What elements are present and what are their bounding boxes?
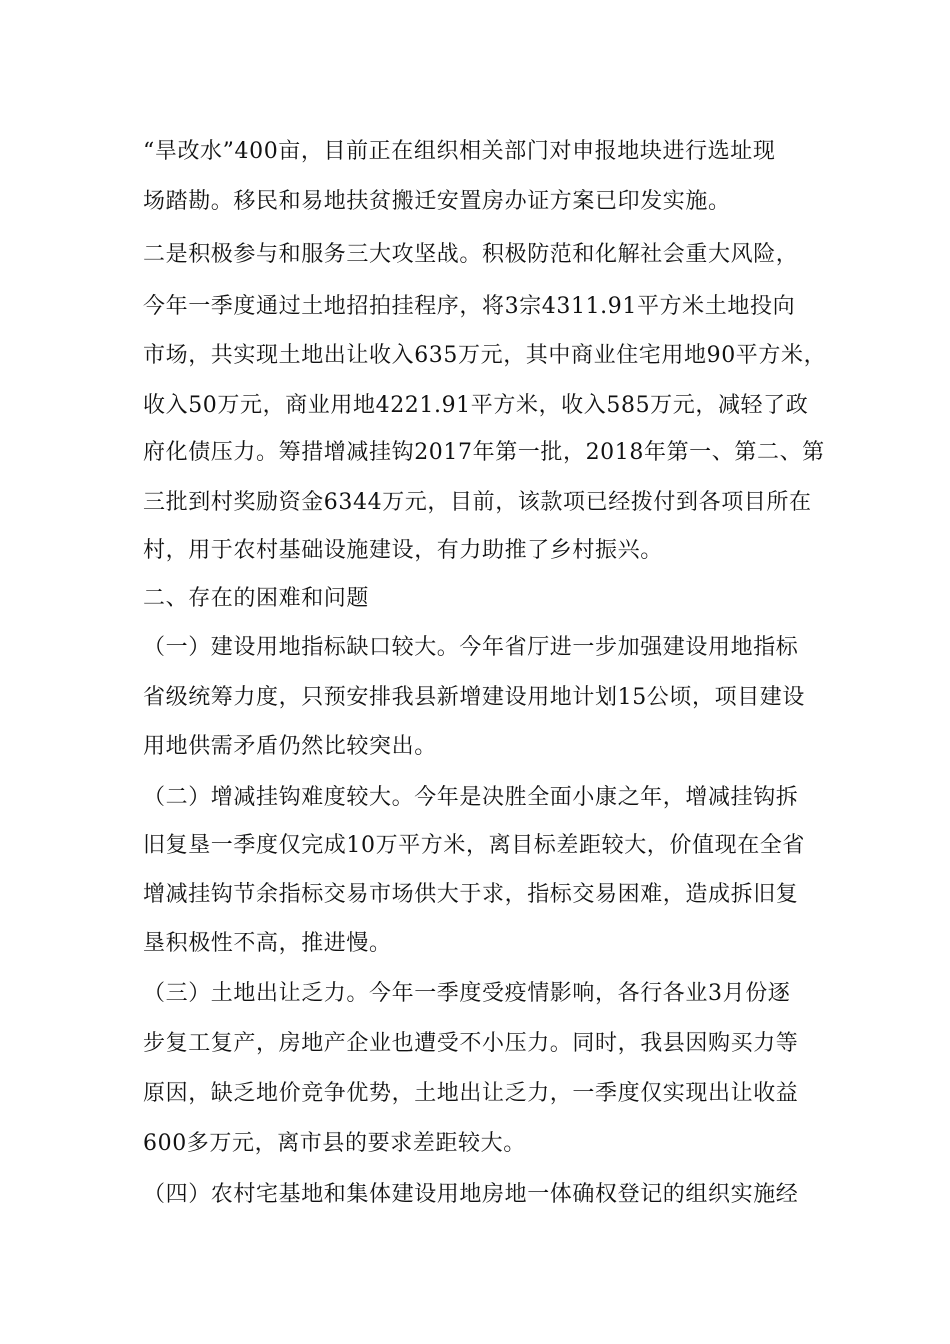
text-line: 今年一季度通过土地招拍挂程序，将3宗4311.91平方米土地投向 bbox=[143, 294, 796, 319]
text-line: 市场，共实现土地出让收入635万元，其中商业住宅用地90平方米， bbox=[143, 343, 827, 368]
text-line: （一）建设用地指标缺口较大。今年省厅进一步加强建设用地指标 bbox=[143, 635, 799, 660]
text-line: 600多万元，离市县的要求差距较大。 bbox=[143, 1131, 526, 1156]
text-line: 三批到村奖励资金6344万元，目前，该款项已经拨付到各项目所在 bbox=[143, 490, 812, 515]
text-line: 增减挂钩节余指标交易市场供大于求，指标交易困难，造成拆旧复 bbox=[143, 882, 799, 907]
text-line: （三）土地出让乏力。今年一季度受疫情影响，各行各业3月份逐 bbox=[143, 981, 791, 1006]
text-line: 收入50万元，商业用地4221.91平方米，收入585万元，减轻了政 bbox=[143, 393, 809, 418]
text-line: 用地供需矛盾仍然比较突出。 bbox=[143, 734, 437, 759]
text-line: 府化债压力。筹措增减挂钩2017年第一批，2018年第一、第二、第 bbox=[143, 440, 825, 465]
text-line: 垦积极性不高，推进慢。 bbox=[143, 931, 392, 956]
text-line: 旧复垦一季度仅完成10万平方米，离目标差距较大，价值现在全省 bbox=[143, 833, 805, 858]
text-line: 二是积极参与和服务三大攻坚战。积极防范和化解社会重大风险， bbox=[143, 242, 799, 267]
text-line: （二）增减挂钩难度较大。今年是决胜全面小康之年，增减挂钩拆 bbox=[143, 785, 799, 810]
section-heading: 二、存在的困难和问题 bbox=[143, 586, 370, 611]
text-line: 村，用于农村基础设施建设，有力助推了乡村振兴。 bbox=[143, 538, 663, 563]
text-line: “旱改水”400亩，目前正在组织相关部门对申报地块进行选址现 bbox=[143, 139, 776, 164]
text-line: 场踏勘。移民和易地扶贫搬迁安置房办证方案已印发实施。 bbox=[143, 189, 731, 214]
text-line: 省级统筹力度，只预安排我县新增建设用地计划15公顷，项目建设 bbox=[143, 685, 805, 710]
text-line: （四）农村宅基地和集体建设用地房地一体确权登记的组织实施经 bbox=[143, 1182, 799, 1207]
text-line: 步复工复产，房地产企业也遭受不小压力。同时，我县因购买力等 bbox=[143, 1031, 799, 1056]
text-line: 原因，缺乏地价竞争优势，土地出让乏力，一季度仅实现出让收益 bbox=[143, 1081, 799, 1106]
